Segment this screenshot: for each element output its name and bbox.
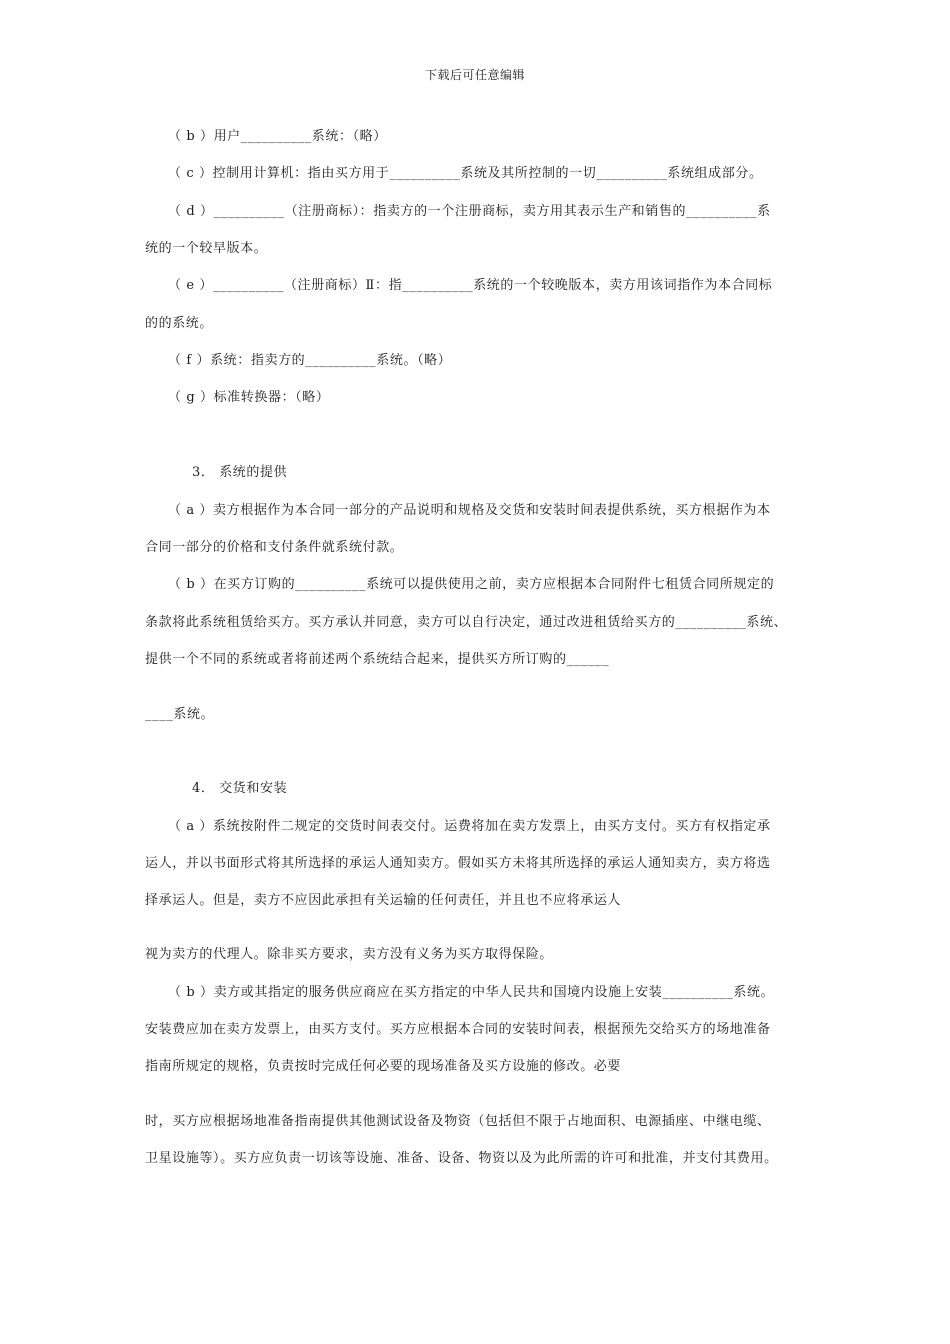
section-4-heading: 4． 交货和安装 [192,781,288,796]
clause-f-system: （ f ）系统：指卖方的__________系统。（略） [168,353,452,368]
clause-3b-line-2: 条款将此系统租赁给买方。买方承认并同意，卖方可以自行决定，通过改进租赁给买方的__________系统、 [145,615,788,630]
clause-4b-line-2: 安装费应加在卖方发票上，由买方支付。买方应根据本合同的安装时间表，根据预先交给买方的场地准备 [145,1022,771,1037]
clause-4b-line-1: （ b ）卖方或其指定的服务供应商应在买方指定的中华人民共和国境内设施上安装__________系统。 [168,985,775,1000]
clause-3b-line-1: （ b ）在买方订购的__________系统可以提供使用之前，卖方应根据本合同附件七租赁合同所规定的 [168,577,775,592]
clause-3b-line-4: ____系统。 [145,707,215,722]
section-3-heading: 3． 系统的提供 [192,465,288,480]
clause-3a-line-1: （ a ）卖方根据作为本合同一部分的产品说明和规格及交货和安装时间表提供系统，买方根据作为本 [168,503,771,518]
clause-4a-line-3: 择承运人。但是，卖方不应因此承担有关运输的任何责任，并且也不应将承运人 [145,893,622,908]
clause-4b-line-5: 卫星设施等）。买方应负责一切该等设施、准备、设备、物资以及为此所需的许可和批准，并支付其费用。 [145,1151,778,1166]
clause-4b-line-3: 指南所规定的规格，负责按时完成任何必要的现场准备及买方设施的修改。必要 [145,1059,622,1074]
clause-d-trademark: （ d ）__________（注册商标）：指卖方的一个注册商标，卖方用其表示生产和销售的__________系 [168,204,771,219]
clause-c-control-computer: （ c ）控制用计算机：指由买方用于__________系统及其所控制的一切__________系统组成部分。 [168,166,763,181]
clause-b-user-system: （ b ）用户__________系统：（略） [168,129,387,144]
clause-g-standard-converter: （ g ）标准转换器：（略） [168,390,330,405]
clause-3b-line-3: 提供一个不同的系统或者将前述两个系统结合起来，提供买方所订购的______ [145,652,610,667]
clause-e-trademark-ii: （ e ）__________（注册商标）Ⅱ：指__________系统的一个较晚版本，卖方用该词指作为本合同标 [168,278,773,293]
clause-d-continuation: 统的一个较早版本。 [145,241,268,256]
clause-e-continuation: 的的系统。 [145,316,214,331]
clause-4a-line-1: （ a ）系统按附件二规定的交货时间表交付。运费将加在卖方发票上，由买方支付。买方有权指定承 [168,819,771,834]
clause-4b-line-4: 时，买方应根据场地准备指南提供其他测试设备及物资（包括但不限于占地面积、电源插座、中继电缆、 [145,1114,771,1129]
clause-3a-line-2: 合同一部分的价格和支付条件就系统付款。 [145,540,404,555]
clause-4a-line-2: 运人，并以书面形式将其所选择的承运人通知卖方。假如买方未将其所选择的承运人通知卖方，卖方将选 [145,856,771,871]
page-header: 下载后可任意编辑 [424,68,525,82]
clause-4a-line-4: 视为卖方的代理人。除非买方要求，卖方没有义务为买方取得保险。 [145,947,554,962]
